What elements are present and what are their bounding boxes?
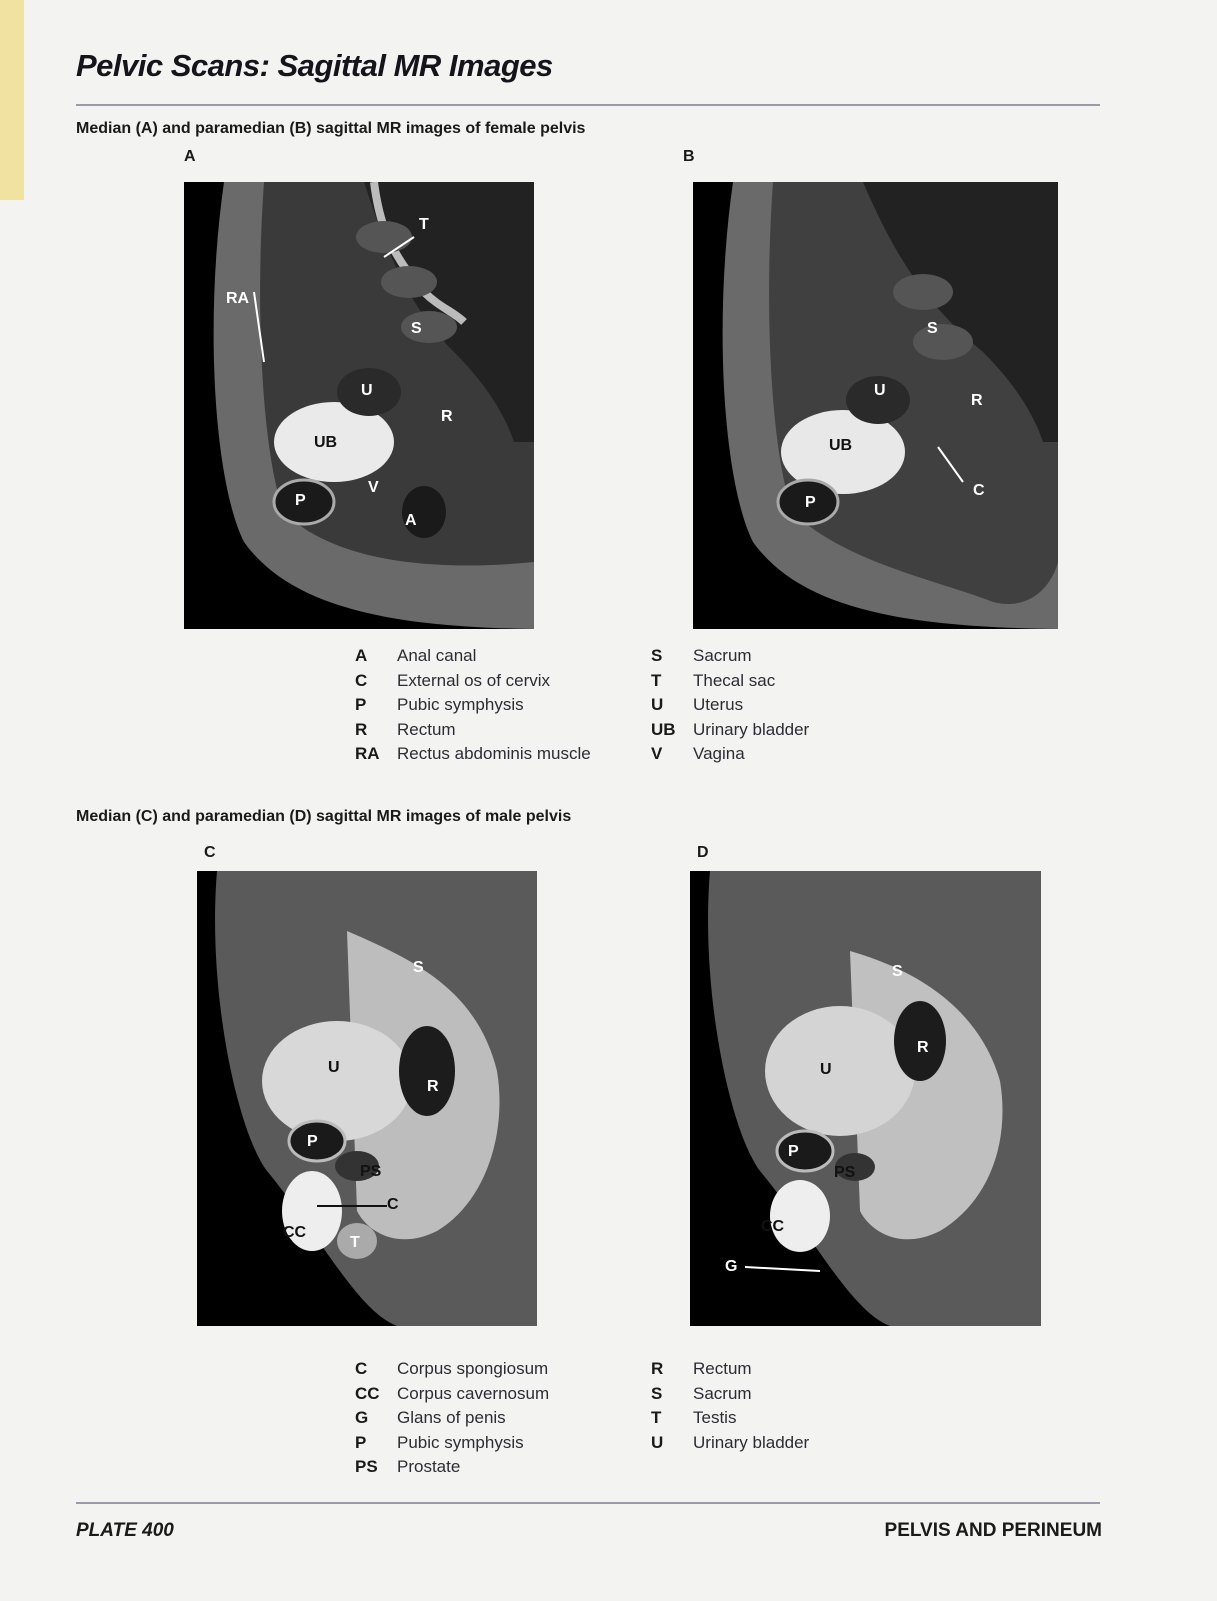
panel-d-letter: D (697, 844, 709, 861)
legend-item: R Rectum (355, 719, 456, 739)
title-rule (76, 104, 1100, 106)
legend-item: P Pubic symphysis (355, 695, 524, 714)
label-c-c: C (387, 1196, 399, 1213)
legend-item: T Testis (651, 1408, 737, 1427)
label-c-ps: PS (360, 1163, 382, 1180)
plate-number: PLATE 400 (76, 1520, 174, 1541)
label-b-s: S (927, 320, 938, 337)
chapter-title: PELVIS AND PERINEUM (884, 1520, 1102, 1541)
label-d-r: R (917, 1039, 929, 1056)
legend-item: P Pubic symphysis (355, 1432, 524, 1452)
label-a-r: R (441, 408, 453, 425)
label-d-p: P (788, 1143, 799, 1160)
label-d-cc: CC (761, 1218, 785, 1235)
label-c-s: S (413, 959, 424, 976)
mri-image-a (184, 182, 534, 629)
label-a-ub: UB (314, 434, 338, 451)
label-d-g: G (725, 1258, 738, 1275)
footer-rule (76, 1502, 1100, 1504)
label-d-u: U (820, 1061, 832, 1078)
label-b-ub: UB (829, 437, 853, 454)
label-d-ps: PS (834, 1164, 856, 1181)
male-legend-left (355, 1357, 549, 1480)
label-a-t: T (419, 216, 429, 233)
label-a-a: A (405, 512, 417, 529)
legend-item: T Thecal sac (651, 670, 776, 690)
page-title: Pelvic Scans: Sagittal MR Images (76, 48, 553, 83)
label-d-s: S (892, 963, 903, 980)
panel-b-letter: B (683, 148, 695, 165)
legend-item: UB Urinary bladder (651, 719, 810, 739)
label-c-t: T (350, 1234, 360, 1251)
panel-c-letter: C (204, 844, 216, 861)
legend-item: PS Prostate (355, 1457, 461, 1476)
label-c-u: U (328, 1059, 340, 1076)
legend-item: A Anal canal (355, 646, 477, 665)
legend-item: R Rectum (651, 1359, 752, 1378)
male-legend-right (651, 1357, 809, 1455)
label-b-c: C (973, 482, 985, 499)
legend-item: C Corpus spongiosum (355, 1359, 549, 1378)
legend-item: U Uterus (651, 695, 744, 714)
label-a-v: V (368, 479, 379, 496)
male-section-heading: Median (C) and paramedian (D) sagittal MR images of male pelvis (76, 808, 572, 825)
label-b-r: R (971, 392, 983, 409)
female-legend-right (651, 644, 809, 767)
legend-item: V Vagina (651, 744, 745, 763)
label-a-s: S (411, 320, 422, 337)
label-a-ra: RA (226, 290, 250, 307)
label-a-p: P (295, 492, 306, 509)
page-edge-tab (0, 0, 24, 200)
legend-item: G Glans of penis (355, 1408, 506, 1427)
label-c-cc: CC (283, 1224, 307, 1241)
legend-item: C External os of cervix (355, 670, 551, 690)
legend-item: U Urinary bladder (651, 1432, 810, 1452)
legend-item: CC Corpus cavernosum (355, 1383, 550, 1403)
label-b-p: P (805, 494, 816, 511)
label-c-p: P (307, 1133, 318, 1150)
mri-image-b (693, 182, 1058, 629)
legend-item: S Sacrum (651, 1383, 752, 1403)
legend-item: RA Rectus abdominis muscle (355, 744, 591, 763)
female-section-heading: Median (A) and paramedian (B) sagittal MR images of female pelvis (76, 120, 586, 137)
mri-image-c (197, 871, 537, 1326)
label-b-u: U (874, 382, 886, 399)
label-a-u: U (361, 382, 373, 399)
label-c-r: R (427, 1078, 439, 1095)
female-legend-left (355, 644, 591, 767)
legend-item: S Sacrum (651, 646, 752, 665)
panel-a-letter: A (184, 148, 196, 165)
mri-image-d (690, 871, 1041, 1326)
